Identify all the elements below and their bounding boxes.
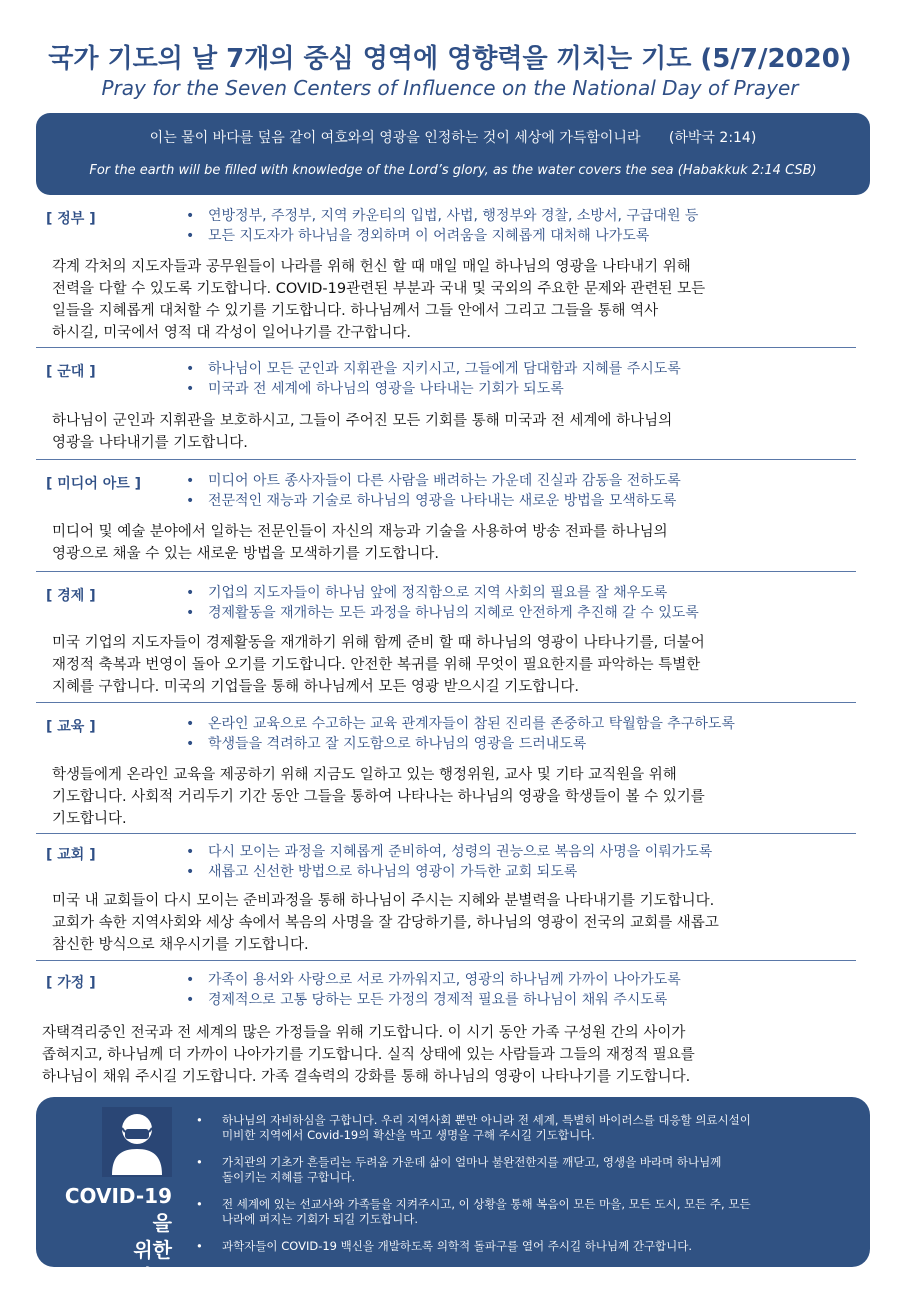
paragraph-line: 하시길, 미국에서 영적 대 각성이 일어나기를 간구합니다. — [52, 325, 412, 341]
section-bullets — [186, 583, 699, 623]
covid-prayer-line: 미비한 지역에서 Covid-19의 확산을 막고 생명을 구해 주시길 기도합니다. — [222, 1128, 595, 1142]
page-subtitle: Pray for the Seven Centers of Influence on the National Day of Prayer — [101, 76, 799, 100]
paragraph-line: 미국 기업의 지도자들이 경제활동을 재개하기 위해 함께 준비 할 때 하나님의 영광이 나타나기를, 더불어 — [52, 635, 705, 651]
bullet-dot: • — [186, 493, 195, 509]
covid-prayer-title — [48, 1183, 172, 1291]
section-bullet-item — [186, 714, 735, 734]
covid-prayer-item — [196, 1239, 856, 1254]
bullet-dot: • — [186, 736, 195, 752]
section-bullets — [186, 842, 712, 882]
bullet-dot: • — [186, 361, 195, 377]
scripture-korean-reference: (하박국 2:14) — [668, 130, 757, 146]
section-divider — [36, 702, 856, 703]
bullet-dot: • — [186, 716, 195, 732]
covid-title-line: 위한 — [133, 1238, 172, 1262]
section-bullet-item — [186, 226, 698, 246]
bullet-text: 기업의 지도자들이 하나님 앞에 정직함으로 지역 사회의 필요를 잘 채우도록 — [208, 585, 668, 601]
section-divider — [36, 459, 856, 460]
section-paragraph — [52, 521, 852, 565]
section-bullets — [186, 970, 681, 1010]
bullet-dot: • — [196, 1113, 203, 1127]
section-bullet-item — [186, 603, 699, 623]
paragraph-line: 하나님이 채워 주시길 기도합니다. 가족 결속력의 강화를 통해 하나님의 영광이 나타나기를 기도합니다. — [42, 1069, 691, 1085]
covid-title-line: COVID-19을 — [64, 1184, 172, 1235]
bullet-text: 경제활동을 재개하는 모든 과정을 하나님의 지혜로 안전하게 추진해 갈 수 있도록 — [208, 605, 699, 621]
covid-prayer-list — [196, 1113, 856, 1266]
section-tag: [ 미디어 아트 ] — [46, 476, 142, 492]
section-bullet-item — [186, 359, 681, 379]
section-tag: [ 정부 ] — [46, 211, 96, 227]
paragraph-line: 교회가 속한 지역사회와 세상 속에서 복음의 사명을 잘 감당하기를, 하나님의 영광이 전국의 교회를 새롭고 — [52, 915, 719, 931]
covid-prayer-line: 돌이키는 지혜를 구합니다. — [222, 1170, 356, 1184]
paragraph-line: 미국 내 교회들이 다시 모이는 준비과정을 통해 하나님이 주시는 지혜와 분별력을 나타내기를 기도합니다. — [52, 893, 715, 909]
section-bullet-item — [186, 471, 681, 491]
bullet-dot: • — [186, 208, 195, 224]
covid-prayer-line: 전 세계에 있는 선교사와 가족들을 지켜주시고, 이 상황을 통해 복음이 모든 마을, 모든 도시, 모든 주, 모든 — [222, 1197, 751, 1211]
section-paragraph — [42, 1022, 842, 1088]
section-bullet-item — [186, 491, 681, 511]
paragraph-line: 영광으로 채울 수 있는 새로운 방법을 모색하기를 기도합니다. — [52, 546, 440, 562]
section-bullet-item — [186, 206, 698, 226]
paragraph-line: 전력을 다할 수 있도록 기도합니다. COVID-19관련된 부분과 국내 및 국외의 주요한 문제와 관련된 모든 — [52, 281, 706, 297]
covid-title-line: 기도 — [133, 1265, 172, 1289]
paragraph-line: 미디어 및 예술 분야에서 일하는 전문인들이 자신의 재능과 기술을 사용하여 방송 전파를 하나님의 — [52, 524, 668, 540]
covid-prayer-line: 나라에 퍼지는 기회가 되길 기도합니다. — [222, 1212, 419, 1226]
section-tag: [ 경제 ] — [46, 588, 96, 604]
covid-prayer-line: 하나님의 자비하심을 구합니다. 우리 지역사회 뿐만 아니라 전 세계, 특별히 바이러스를 대응할 의료시설이 — [222, 1113, 751, 1127]
covid-prayer-line: 가치관의 기초가 흔들리는 두려움 가운데 삶이 얼마나 불완전한지를 깨닫고, 영생을 바라며 하나님께 — [222, 1155, 722, 1169]
section-bullets — [186, 359, 681, 399]
paragraph-line: 일들을 지혜롭게 대처할 수 있기를 기도합니다. 하나님께서 그들 안에서 그리고 그들을 통해 역사 — [52, 303, 659, 319]
section-bullet-item — [186, 734, 735, 754]
section-bullet-item — [186, 379, 681, 399]
section-bullets — [186, 471, 681, 511]
bullet-text: 미국과 전 세계에 하나님의 영광을 나타내는 기회가 되도록 — [208, 381, 564, 397]
section-paragraph — [52, 632, 852, 698]
bullet-text: 다시 모이는 과정을 지혜롭게 준비하여, 성령의 권능으로 복음의 사명을 이뤄가도록 — [208, 844, 713, 860]
paragraph-line: 하나님이 군인과 지휘관을 보호하시고, 그들이 주어진 모든 기회를 통해 미국과 전 세계에 하나님의 — [52, 413, 673, 429]
covid-prayer-item — [196, 1197, 856, 1227]
section-paragraph — [52, 410, 852, 454]
paragraph-line: 지혜를 구합니다. 미국의 기업들을 통해 하나님께서 모든 영광 받으시길 기도합니다. — [52, 679, 579, 695]
bullet-text: 온라인 교육으로 수고하는 교육 관계자들이 참된 진리를 존중하고 탁월함을 추구하도록 — [208, 716, 735, 732]
page-title: 국가 기도의 날 7개의 중심 영역에 영향력을 끼치는 기도 (5/7/2020) — [48, 44, 852, 74]
paragraph-line: 재정적 축복과 번영이 돌아 오기를 기도합니다. 안전한 복귀를 위해 무엇이 필요한지를 파악하는 특별한 — [52, 657, 701, 673]
bullet-dot: • — [186, 844, 195, 860]
bullet-dot: • — [196, 1239, 203, 1253]
section-tag: [ 가정 ] — [46, 975, 96, 991]
section-bullet-item — [186, 990, 681, 1010]
bullet-dot: • — [186, 605, 195, 621]
section-divider — [36, 571, 856, 572]
section-bullet-item — [186, 842, 712, 862]
paragraph-line: 기도합니다. — [52, 811, 127, 827]
bullet-text: 경제적으로 고통 당하는 모든 가정의 경제적 필요를 하나님이 채워 주시도록 — [208, 992, 668, 1008]
scripture-korean — [36, 127, 870, 147]
section-paragraph — [52, 890, 852, 956]
section-divider — [36, 347, 856, 348]
section-divider — [36, 960, 856, 961]
section-bullets — [186, 714, 735, 754]
bullet-text: 미디어 아트 종사자들이 다른 사람을 배려하는 가운데 진실과 감동을 전하도록 — [208, 473, 681, 489]
bullet-dot: • — [186, 972, 195, 988]
paragraph-line: 자택격리중인 전국과 전 세계의 많은 가정들을 위해 기도합니다. 이 시기 동안 가족 구성원 간의 사이가 — [42, 1025, 686, 1041]
bullet-dot: • — [186, 585, 195, 601]
bullet-text: 학생들을 격려하고 잘 지도함으로 하나님의 영광을 드러내도록 — [208, 736, 587, 752]
scripture-english: For the earth will be filled with knowledge of the Lord’s glory, as the water covers the sea (Habakkuk 2:14 CSB) — [89, 163, 817, 178]
paragraph-line: 영광을 나타내기를 기도합니다. — [52, 435, 248, 451]
section-paragraph — [52, 764, 852, 830]
bullet-dot: • — [196, 1155, 203, 1169]
bullet-dot: • — [186, 992, 195, 1008]
section-tag: [ 군대 ] — [46, 364, 96, 380]
paragraph-line: 참신한 방식으로 채우시기를 기도합니다. — [52, 937, 309, 953]
section-tag: [ 교육 ] — [46, 719, 96, 735]
paragraph-line: 좁혀지고, 하나님께 더 가까이 나아가기를 기도합니다. 실직 상태에 있는 사람들과 그들의 재정적 필요를 — [42, 1047, 695, 1063]
covid-prayer-item — [196, 1155, 856, 1185]
bullet-text: 새롭고 신선한 방법으로 하나님의 영광이 가득한 교회 되도록 — [208, 864, 578, 880]
bullet-dot: • — [196, 1197, 203, 1211]
bullet-dot: • — [186, 864, 195, 880]
section-bullet-item — [186, 862, 712, 882]
bullet-text: 연방정부, 주정부, 지역 카운티의 입법, 사법, 행정부와 경찰, 소방서, 구급대원 등 — [208, 208, 699, 224]
paragraph-line: 학생들에게 온라인 교육을 제공하기 위해 지금도 일하고 있는 행정위원, 교사 및 기타 교직원을 위해 — [52, 767, 677, 783]
covid-prayer-panel — [36, 1097, 870, 1289]
section-bullet-item — [186, 970, 681, 990]
section-tag: [ 교회 ] — [46, 847, 96, 863]
paragraph-line: 각계 각처의 지도자들과 공무원들이 나라를 위해 헌신 할 때 매일 매일 하나님의 영광을 나타내기 위해 — [52, 259, 691, 275]
section-divider — [36, 833, 856, 834]
scripture-korean-text: 이는 물이 바다를 덮음 같이 여호와의 영광을 인정하는 것이 세상에 가득함이니라 — [149, 130, 641, 146]
bullet-dot: • — [186, 473, 195, 489]
bullet-dot: • — [186, 381, 195, 397]
paragraph-line: 기도합니다. 사회적 거리두기 기간 동안 그들을 통하여 나타나는 하나님의 영광을 학생들이 볼 수 있기를 — [52, 789, 705, 805]
person-with-mask-icon — [102, 1107, 172, 1177]
bullet-text: 가족이 용서와 사랑으로 서로 가까워지고, 영광의 하나님께 가까이 나아가도록 — [208, 972, 681, 988]
section-bullets — [186, 206, 698, 246]
covid-prayer-line: 과학자들이 COVID-19 백신을 개발하도록 의학적 돌파구를 열어 주시길 하나님께 간구합니다. — [222, 1239, 693, 1253]
bullet-text: 하나님이 모든 군인과 지휘관을 지키시고, 그들에게 담대함과 지혜를 주시도록 — [208, 361, 681, 377]
section-bullet-item — [186, 583, 699, 603]
bullet-text: 모든 지도자가 하나님을 경외하며 이 어려움을 지혜롭게 대처해 나가도록 — [208, 228, 650, 244]
bullet-dot: • — [186, 228, 195, 244]
bullet-text: 전문적인 재능과 기술로 하나님의 영광을 나타내는 새로운 방법을 모색하도록 — [208, 493, 677, 509]
section-paragraph — [52, 256, 852, 344]
covid-prayer-item — [196, 1113, 856, 1143]
scripture-banner — [36, 113, 870, 195]
